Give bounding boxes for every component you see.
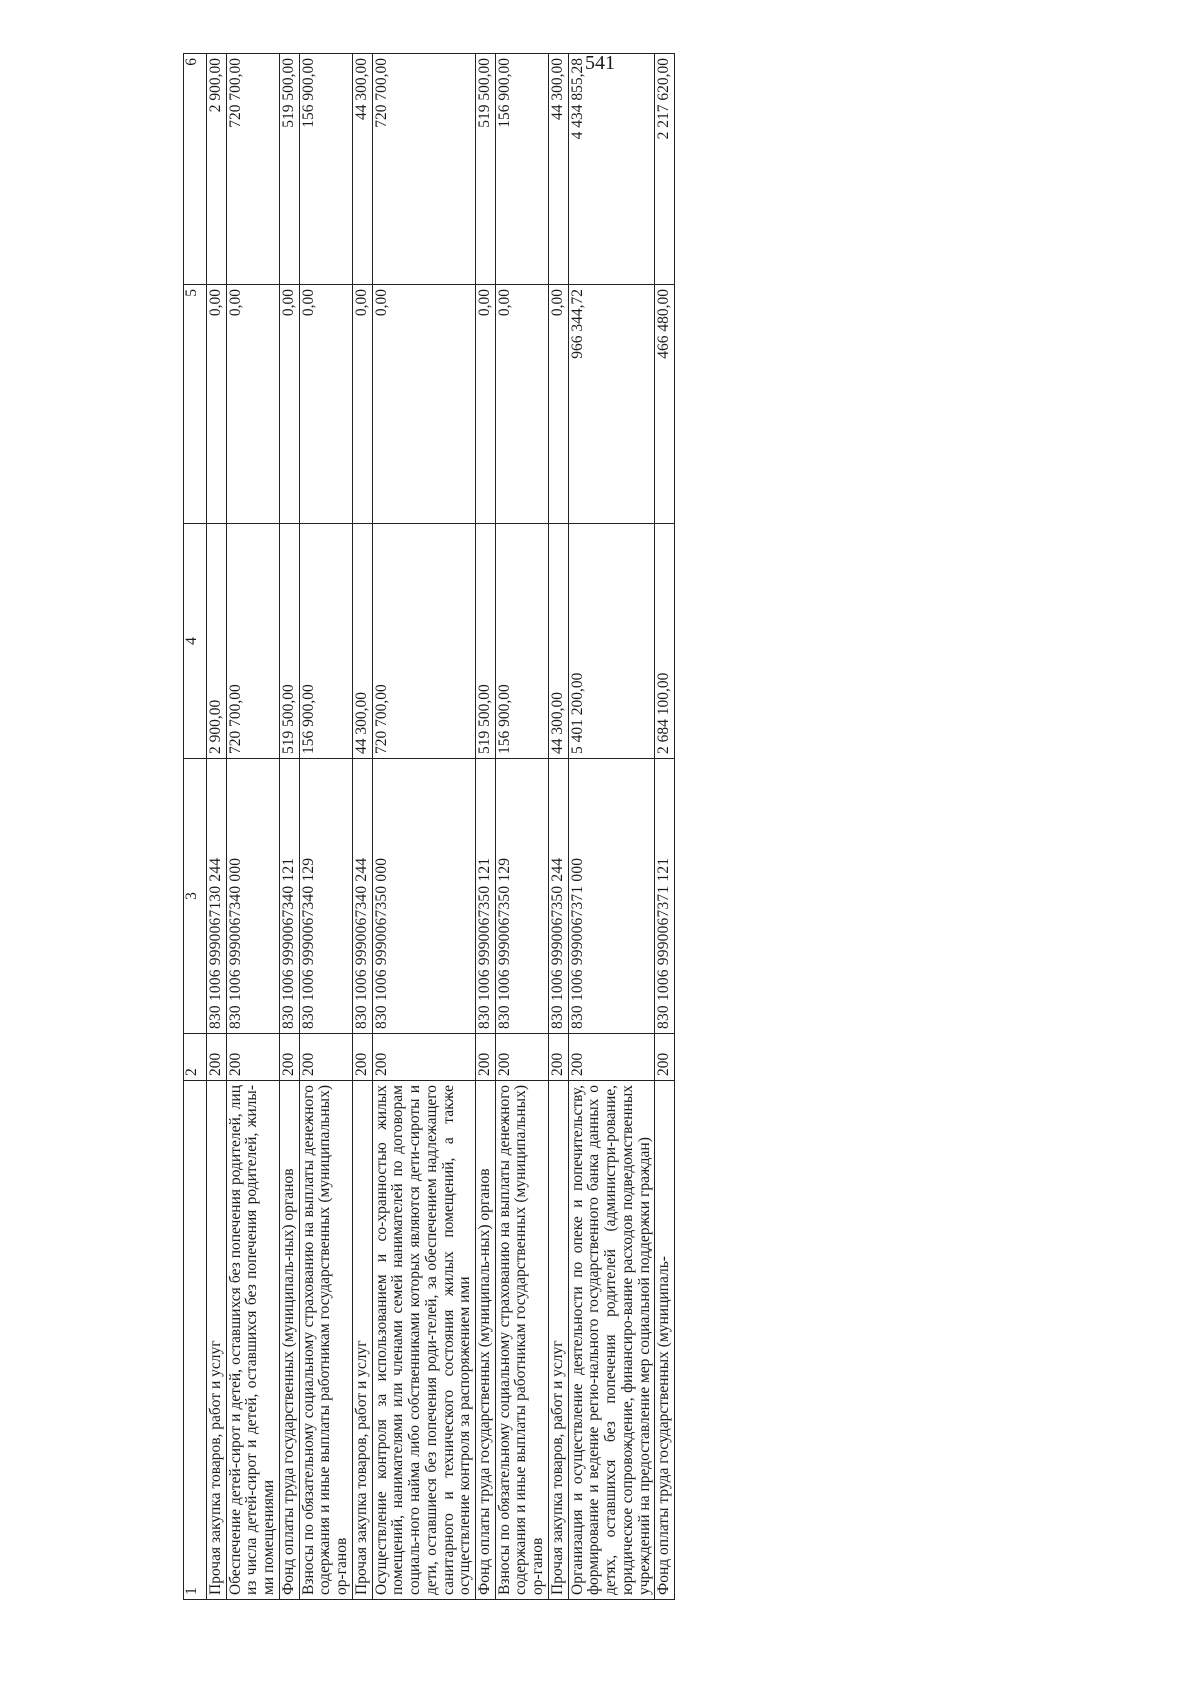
header-col-6: 6 xyxy=(184,54,207,285)
cell-name: Взносы по обязательному социальному страхованию на выплаты денежного содержания и иные выплаты работникам государственных (муниципальных) ор-ганов xyxy=(299,1081,352,1600)
cell-name: Взносы по обязательному социальному страхованию на выплаты денежного содержания и иные выплаты работникам государственных (муниципальных) ор-ганов xyxy=(495,1081,548,1600)
cell-code: 830 1006 9990067350 129 xyxy=(495,759,548,1034)
table-row xyxy=(207,54,227,1600)
table-row xyxy=(372,54,475,1600)
header-col-3: 3 xyxy=(184,759,207,1034)
cell-col2: 200 xyxy=(548,1034,568,1081)
cell-col6: 156 900,00 xyxy=(495,54,548,285)
cell-col5: 0,00 xyxy=(548,285,568,524)
table-row xyxy=(476,54,496,1600)
cell-col6: 2 217 620,00 xyxy=(655,54,675,285)
header-col-4: 4 xyxy=(184,524,207,759)
table-row xyxy=(655,54,675,1600)
cell-code: 830 1006 9990067130 244 xyxy=(207,759,227,1034)
cell-col2: 200 xyxy=(476,1034,496,1081)
cell-col6: 519 500,00 xyxy=(476,54,496,285)
table-row xyxy=(352,54,372,1600)
cell-col2: 200 xyxy=(279,1034,299,1081)
cell-col6: 156 900,00 xyxy=(299,54,352,285)
cell-col5: 0,00 xyxy=(299,285,352,524)
cell-col6: 519 500,00 xyxy=(279,54,299,285)
table-row xyxy=(548,54,568,1600)
cell-name: Фонд оплаты труда государственных (муниципаль- xyxy=(655,1081,675,1600)
cell-col4: 720 700,00 xyxy=(372,524,475,759)
table-row xyxy=(279,54,299,1600)
table-row xyxy=(299,54,352,1600)
cell-col2: 200 xyxy=(372,1034,475,1081)
header-row xyxy=(184,54,207,1600)
cell-col6: 44 300,00 xyxy=(352,54,372,285)
header-col-1: 1 xyxy=(184,1081,207,1600)
cell-col2: 200 xyxy=(352,1034,372,1081)
cell-code: 830 1006 9990067371 000 xyxy=(568,759,655,1034)
cell-col2: 200 xyxy=(299,1034,352,1081)
cell-col2: 200 xyxy=(568,1034,655,1081)
cell-col6: 720 700,00 xyxy=(226,54,279,285)
page-number: 541 xyxy=(585,52,615,74)
cell-col2: 200 xyxy=(495,1034,548,1081)
cell-name: Фонд оплаты труда государственных (муниципаль-ных) органов xyxy=(476,1081,496,1600)
header-col-5: 5 xyxy=(184,285,207,524)
cell-name: Осуществление контроля за использованием и со-хранностью жилых помещений, нанимателями или членами семей нанимателей по договорам социаль-ного найма либо собственниками которых являются дети-сироты и дети, оставшиеся без попечения роди-телей, за обеспечением надлежащего санитарного и технического состояния жилых помещений, а также осуществление контроля за распоряжением ими xyxy=(372,1081,475,1600)
cell-col4: 156 900,00 xyxy=(299,524,352,759)
cell-code: 830 1006 9990067371 121 xyxy=(655,759,675,1034)
cell-col5: 0,00 xyxy=(226,285,279,524)
cell-col5: 966 344,72 xyxy=(568,285,655,524)
cell-col4: 2 900,00 xyxy=(207,524,227,759)
cell-col2: 200 xyxy=(226,1034,279,1081)
cell-col2: 200 xyxy=(655,1034,675,1081)
cell-col4: 519 500,00 xyxy=(279,524,299,759)
cell-name: Фонд оплаты труда государственных (муниципаль-ных) органов xyxy=(279,1081,299,1600)
cell-col4: 2 684 100,00 xyxy=(655,524,675,759)
table-row xyxy=(495,54,548,1600)
cell-code: 830 1006 9990067350 000 xyxy=(372,759,475,1034)
cell-col4: 44 300,00 xyxy=(548,524,568,759)
cell-col5: 0,00 xyxy=(495,285,548,524)
cell-col5: 0,00 xyxy=(476,285,496,524)
cell-code: 830 1006 9990067340 000 xyxy=(226,759,279,1034)
cell-col6: 4 434 855,28 xyxy=(568,54,655,285)
cell-col5: 0,00 xyxy=(279,285,299,524)
cell-col4: 5 401 200,00 xyxy=(568,524,655,759)
cell-code: 830 1006 9990067340 121 xyxy=(279,759,299,1034)
table-row xyxy=(568,54,655,1600)
cell-col4: 44 300,00 xyxy=(352,524,372,759)
cell-col4: 156 900,00 xyxy=(495,524,548,759)
cell-col2: 200 xyxy=(207,1034,227,1081)
cell-code: 830 1006 9990067350 244 xyxy=(548,759,568,1034)
cell-col4: 519 500,00 xyxy=(476,524,496,759)
cell-code: 830 1006 9990067340 129 xyxy=(299,759,352,1034)
cell-name: Обеспечение детей-сирот и детей, оставшихся без попечения родителей, лиц из числа детей-сирот и детей, оставшихся без попечения родителей, жилы-ми помещениями xyxy=(226,1081,279,1600)
cell-col5: 466 480,00 xyxy=(655,285,675,524)
cell-name: Прочая закупка товаров, работ и услуг xyxy=(207,1081,227,1600)
table-row xyxy=(226,54,279,1600)
header-col-2: 2 xyxy=(184,1034,207,1081)
cell-name: Прочая закупка товаров, работ и услуг xyxy=(548,1081,568,1600)
cell-col6: 720 700,00 xyxy=(372,54,475,285)
cell-col5: 0,00 xyxy=(352,285,372,524)
cell-name: Прочая закупка товаров, работ и услуг xyxy=(352,1081,372,1600)
cell-col6: 44 300,00 xyxy=(548,54,568,285)
cell-col4: 720 700,00 xyxy=(226,524,279,759)
cell-code: 830 1006 9990067350 121 xyxy=(476,759,496,1034)
cell-col6: 2 900,00 xyxy=(207,54,227,285)
cell-col5: 0,00 xyxy=(207,285,227,524)
budget-table xyxy=(183,53,675,1600)
cell-code: 830 1006 9990067340 244 xyxy=(352,759,372,1034)
cell-name: Организация и осуществление деятельности по опеке и попечительству, формирование и ведение регио-нального государственного банка данных о детях, оставшихся без попечения родителей (администри-рование, юридическое сопровождение, финансиро-вание расходов подведомственных учреждений на предоставление мер социальной поддержки граждан) xyxy=(568,1081,655,1600)
cell-col5: 0,00 xyxy=(372,285,475,524)
